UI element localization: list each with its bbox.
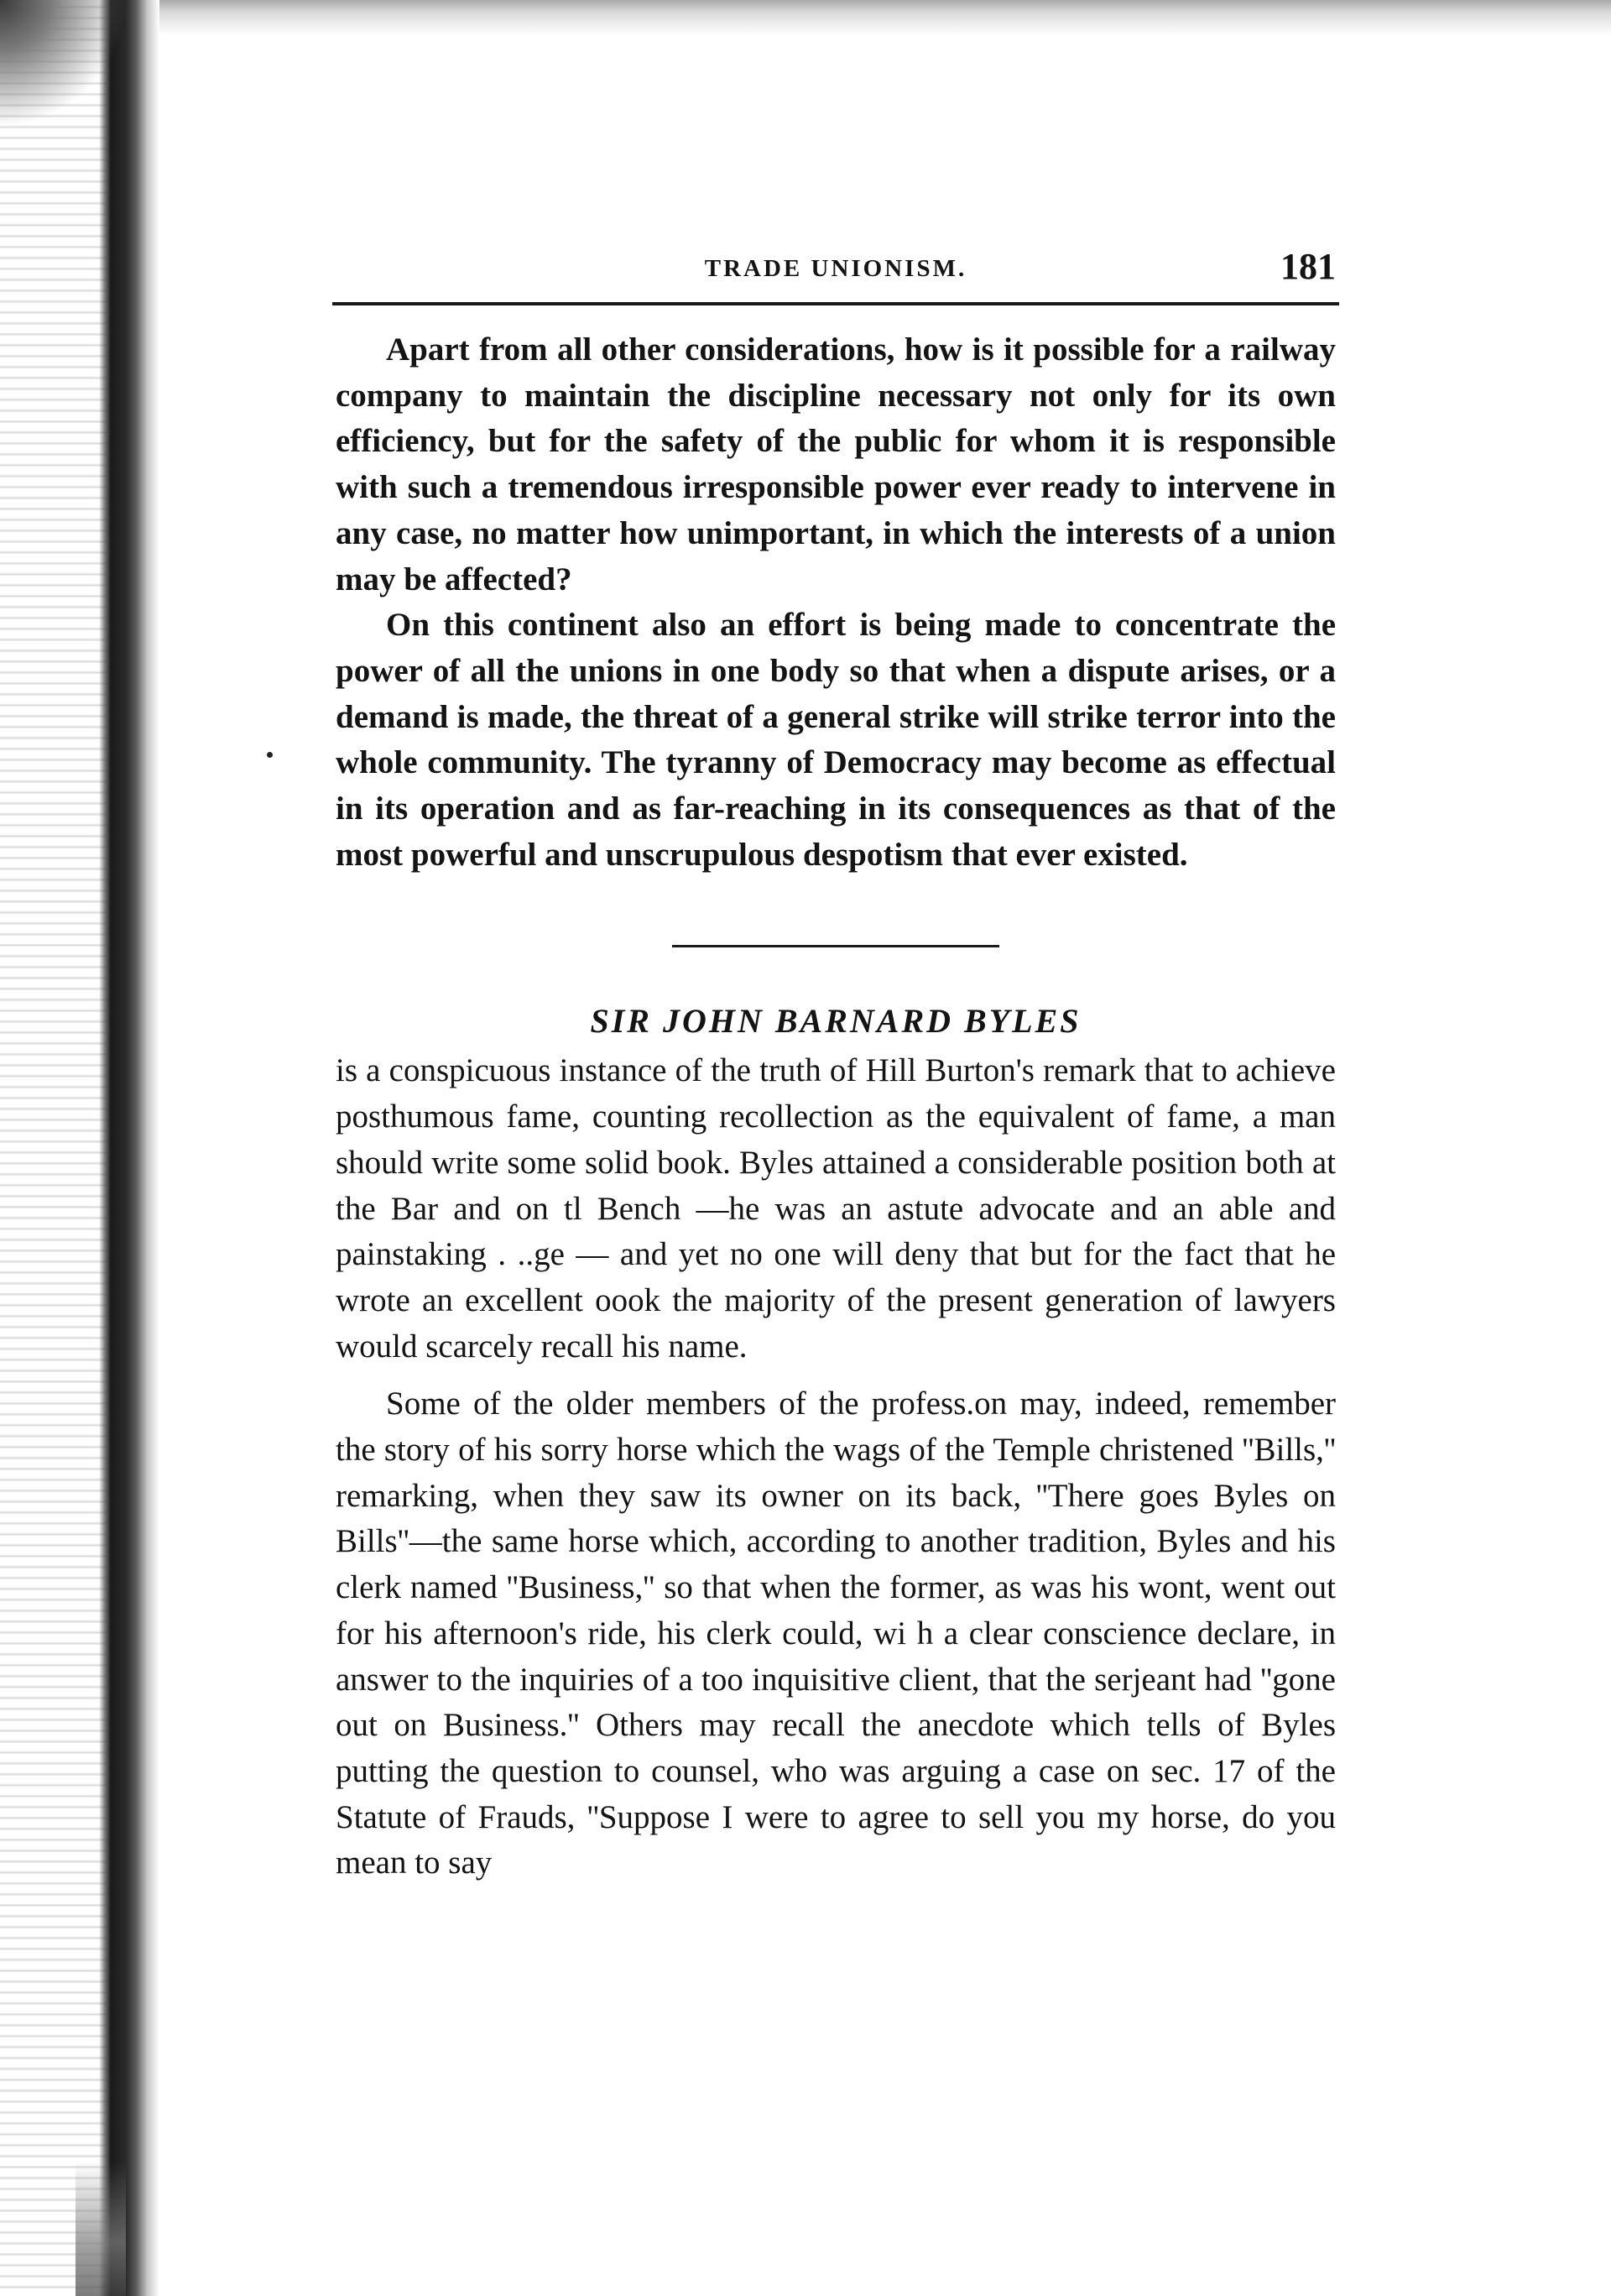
scan-binding-edge	[0, 0, 159, 2296]
paragraph-discipline: Apart from all other considerations, how is it possible for a railway company to maintain the discipline necessary not only for its own efficiency, but for the safety of the public for whom it is responsible with such a tremendous irresponsible power ever ready to intervene in any case, no matter how unimportant, in which the interests of a union may be affected?	[336, 331, 1336, 597]
scan-bottom-shadow	[76, 2162, 126, 2296]
page-number: 181	[1280, 246, 1336, 287]
section-divider	[672, 945, 999, 947]
section-heading: SIR JOHN BARNARD BYLES	[590, 1002, 1082, 1041]
paragraph-byles-intro: is a conspicuous instance of the truth of Hill Burton's remark that to achieve posthumous fame, counting recollection as the equivalent of fame, a man should write some solid book. Byles attained a considerable position both at the Bar and on tl Bench —he was an astute advocate and an able and painstaking . ..ge — and yet no one will deny that but for the fact that he wrote an excellent oook the majority of the present generation of lawyers would scarcely recall his name.	[336, 1052, 1336, 1365]
paragraph-byles-anecdotes: Some of the older members of the profess.on may, indeed, remember the story of his sorry horse which the wags of the Temple christened ''Bills,'' remarking, when they saw its owner on its back, ''There goes Byles on Bills''—the same horse which, according to another tradition, Byles and his clerk named ''Business,'' so that when the former, as was his wont, went out for his afternoon's ride, his clerk could, wi h a clear conscience declare, in answer to the inquiries of a too inquisitive client, that the serjeant had ''gone out on Business.'' Others may recall the anecdote which tells of Byles putting the question to counsel, who was arguing a case on sec. 17 of the Statute of Frauds, ''Suppose I were to agree to sell you my horse, do you mean to say	[336, 1385, 1336, 1881]
scan-corner-shadow	[0, 0, 126, 126]
book-page	[336, 243, 1336, 1886]
header-rule	[332, 302, 1339, 305]
paragraph-democracy: On this continent also an effort is being made to concentrate the power of all the unions in one body so that when a dispute arises, or a demand is made, the threat of a general strike will strike terror into the whole community. The tyranny of Democracy may become as effectual in its operation and as far-reaching in its consequences as that of the most powerful and unscrupulous despotism that ever existed.	[336, 607, 1336, 873]
stray-mark	[267, 752, 273, 758]
scan-top-edge	[101, 0, 1611, 35]
binding-texture	[0, 0, 109, 2296]
running-head	[336, 243, 1336, 302]
running-title: TRADE UNIONISM.	[704, 255, 967, 282]
